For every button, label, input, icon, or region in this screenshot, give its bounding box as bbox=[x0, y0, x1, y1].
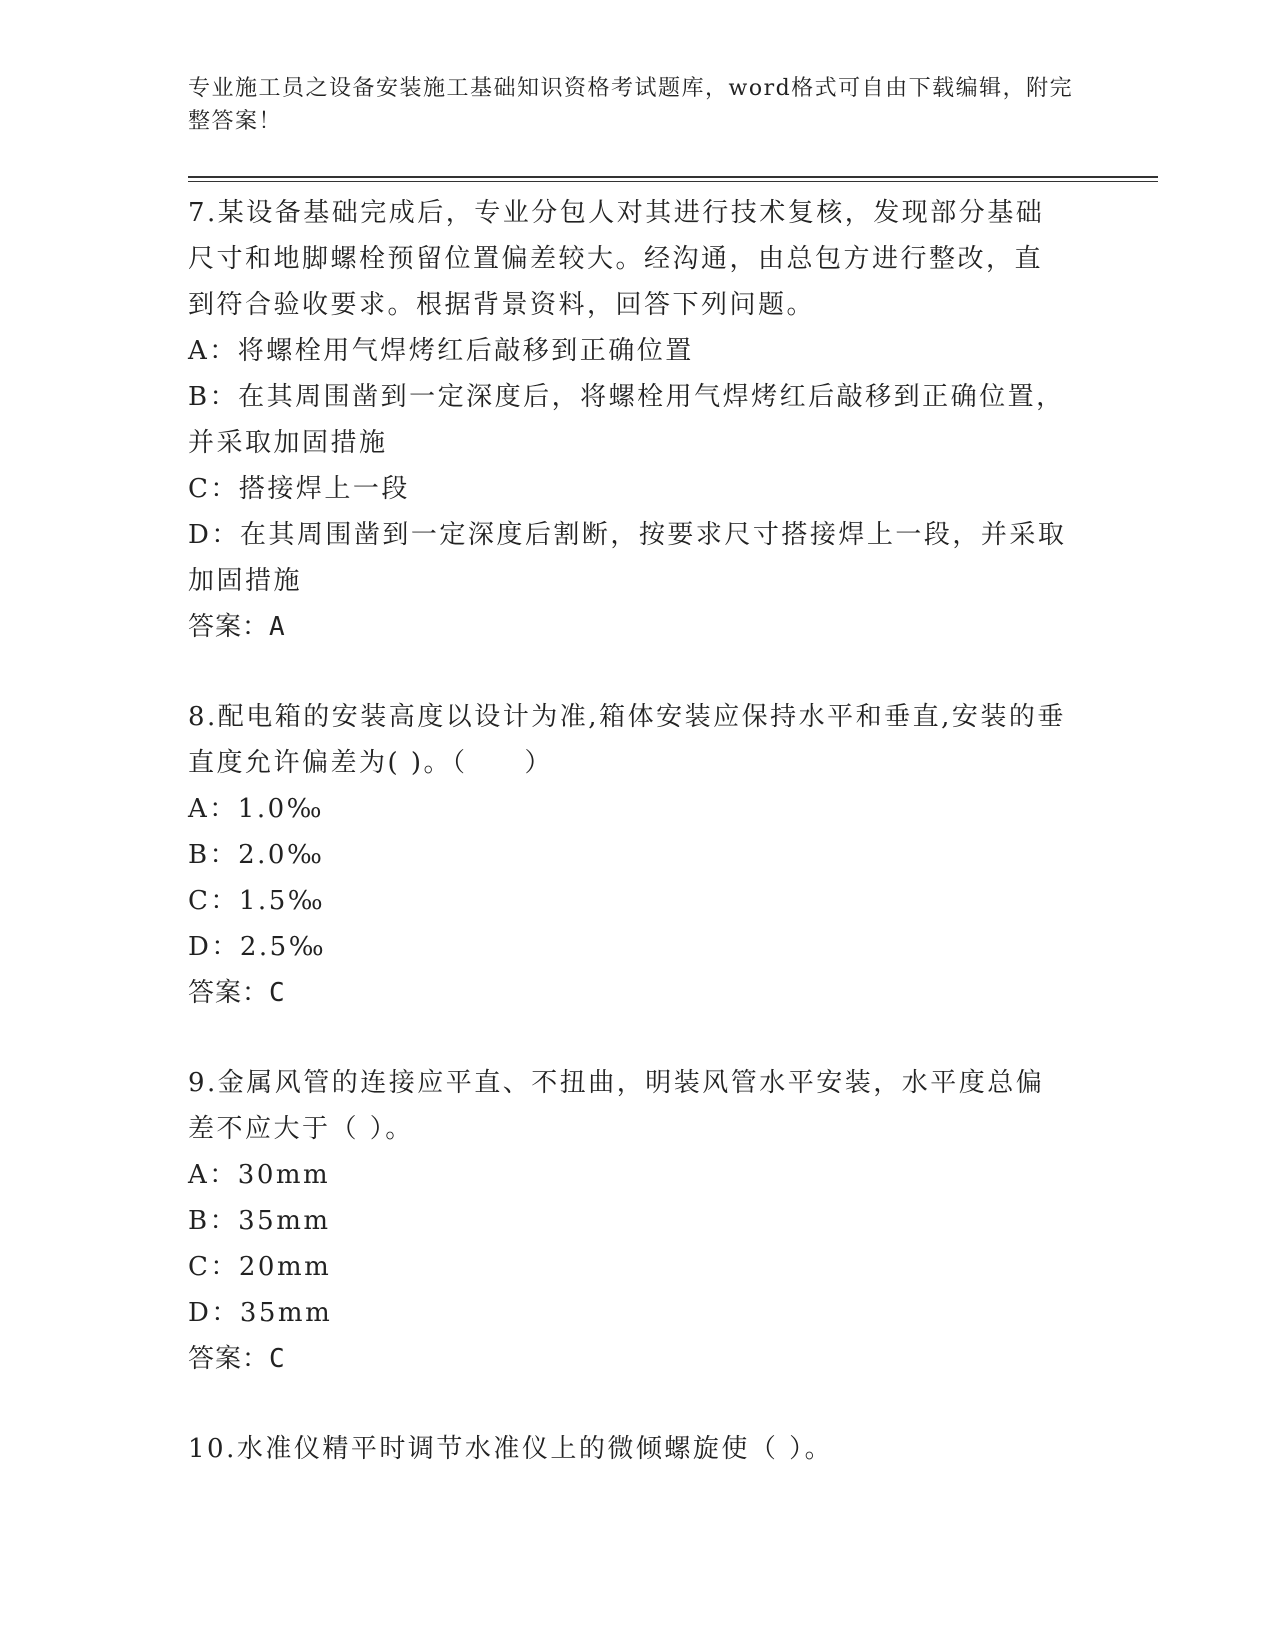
option-d: D：2.5‰ bbox=[188, 932, 327, 962]
answer-line bbox=[188, 604, 1068, 650]
answer-label: 答案： bbox=[188, 978, 270, 1008]
answer-value: C bbox=[269, 978, 286, 1008]
question-7 bbox=[188, 190, 1068, 650]
answer-line bbox=[188, 970, 1068, 1016]
question-spacer bbox=[188, 1382, 1068, 1426]
option-a: A：30mm bbox=[188, 1160, 331, 1190]
question-stem: 7.某设备基础完成后，专业分包人对其进行技术复核，发现部分基础尺寸和地脚螺栓预留位置偏差较大。经沟通，由总包方进行整改，直到符合验收要求。根据背景资料，回答下列问题。 bbox=[188, 198, 1045, 320]
option-b: B：2.0‰ bbox=[188, 840, 325, 870]
option-b: B：35mm bbox=[188, 1206, 331, 1236]
option-c: C：搭接焊上一段 bbox=[188, 474, 410, 504]
answer-line bbox=[188, 1336, 1068, 1382]
answer-value: C bbox=[269, 1344, 286, 1374]
question-stem: 9.金属风管的连接应平直、不扭曲，明装风管水平安装，水平度总偏差不应大于（ ）。 bbox=[188, 1068, 1045, 1144]
option-c: C：20mm bbox=[188, 1252, 332, 1282]
question-spacer bbox=[188, 1016, 1068, 1060]
document-header: 专业施工员之设备安装施工基础知识资格考试题库，word格式可自由下载编辑，附完整答案！ bbox=[188, 76, 1074, 134]
answer-value: A bbox=[269, 612, 286, 642]
question-8 bbox=[188, 694, 1068, 1016]
question-list bbox=[188, 190, 1068, 1472]
option-a: A：将螺栓用气焊烤红后敲移到正确位置 bbox=[188, 336, 694, 366]
answer-label: 答案： bbox=[188, 612, 270, 642]
question-spacer bbox=[188, 650, 1068, 694]
answer-label: 答案： bbox=[188, 1344, 270, 1374]
header-divider-thin bbox=[188, 181, 1158, 182]
option-d: D：35mm bbox=[188, 1298, 333, 1328]
option-b: B：在其周围凿到一定深度后，将螺栓用气焊烤红后敲移到正确位置，并采取加固措施 bbox=[188, 382, 1065, 458]
option-d: D：在其周围凿到一定深度后割断，按要求尺寸搭接焊上一段，并采取加固措施 bbox=[188, 520, 1067, 596]
question-stem: 10.水准仪精平时调节水准仪上的微倾螺旋使（ ）。 bbox=[188, 1434, 834, 1464]
option-a: A：1.0‰ bbox=[188, 794, 325, 824]
header-divider-thick bbox=[188, 176, 1158, 178]
question-stem: 8.配电箱的安装高度以设计为准,箱体安装应保持水平和垂直,安装的垂直度允许偏差为( )。（ ） bbox=[188, 702, 1066, 778]
option-c: C：1.5‰ bbox=[188, 886, 326, 916]
question-10 bbox=[188, 1426, 1068, 1472]
question-9 bbox=[188, 1060, 1068, 1382]
